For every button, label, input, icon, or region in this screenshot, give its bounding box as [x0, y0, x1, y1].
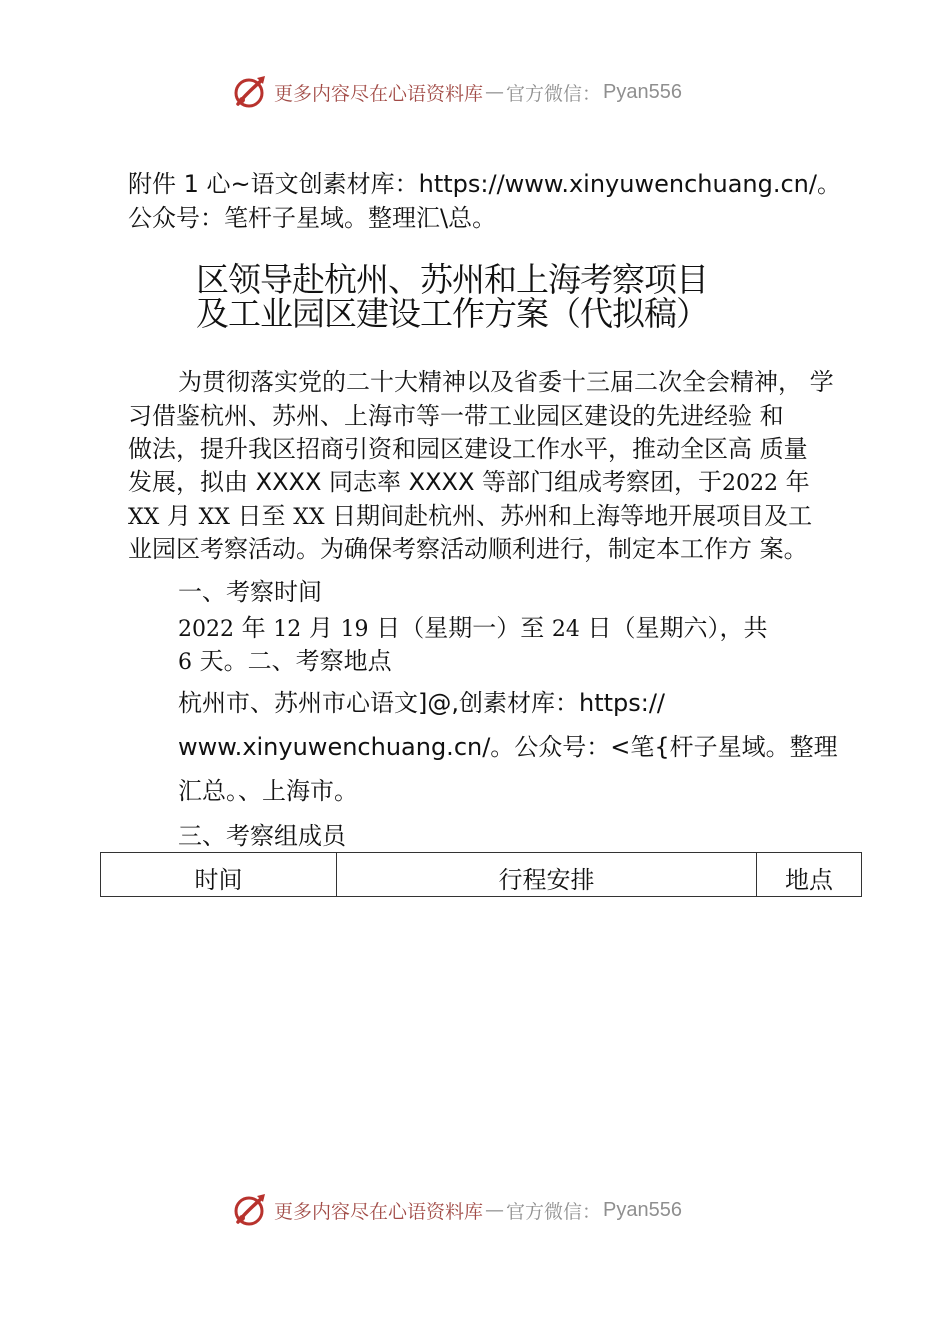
- header-location: 地点: [757, 853, 862, 897]
- watermark-separator: —: [485, 81, 505, 103]
- header-watermark: [232, 72, 682, 112]
- time-total-and-section-2: 天。二、考察地点: [192, 647, 392, 675]
- time-start-day: 19: [340, 617, 369, 642]
- location-line-3: 汇总。、上海市。: [178, 777, 358, 805]
- time-year-unit: 年: [234, 614, 266, 642]
- attachment-line-2: 公众号：笔杆子星域。整理汇\总。: [128, 204, 497, 232]
- intro-line-1: 为贯彻落实党的二十大精神以及省委十三届二次全会精神， 学: [178, 368, 834, 396]
- intro-line-6: 业园区考察活动。为确保考察活动顺利进行，制定本工作方 案。: [128, 535, 808, 563]
- brush-logo-icon: [232, 74, 268, 110]
- time-end-text: 日（星期六），共: [579, 614, 768, 642]
- watermark-text: 更多内容尽在心语资料库: [274, 1200, 484, 1223]
- intro-month-unit: 月: [159, 502, 199, 530]
- intro-line-3: 做法，提升我区招商引资和园区建设工作水平，推动全区高 质量: [128, 435, 808, 463]
- document-title-line-2: 及工业园区建设工作方案（代拟稿）: [196, 294, 708, 333]
- intro-line-4-text: 发展，拟由 XXXX 同志率 XXXX 等部门组成考察团，于: [128, 468, 723, 496]
- intro-line-4-year-unit: 年: [778, 468, 810, 496]
- schedule-table-header-row: [101, 853, 862, 897]
- time-line-2: [178, 645, 392, 679]
- time-line-1: [178, 612, 767, 646]
- time-month-unit: 月: [301, 614, 333, 642]
- footer-watermark: [232, 1190, 682, 1230]
- intro-line-5-text: 日期间赴杭州、苏州和上海等地开展项目及工: [324, 502, 813, 530]
- section-3-heading: 三、考察组成员: [178, 822, 346, 850]
- watermark-separator: —: [485, 1199, 505, 1221]
- watermark-wechat-label: 官方微信：: [506, 82, 602, 105]
- time-start-text: 日（星期一）至: [368, 614, 545, 642]
- watermark-wechat-label: 官方微信：: [506, 1200, 602, 1223]
- header-time: 时间: [101, 853, 337, 897]
- intro-year: 2022: [722, 471, 779, 496]
- intro-month-placeholder: XX: [128, 505, 160, 530]
- watermark-wechat-id: Pyan556: [603, 80, 682, 103]
- intro-line-5: [128, 500, 812, 534]
- schedule-table: [100, 852, 862, 897]
- attachment-line-1: 附件 1 心~语文创素材库：https://www.xinyuwenchuang.cn/。: [128, 170, 841, 198]
- intro-day-to: 日至: [229, 502, 294, 530]
- time-month: 12: [273, 617, 302, 642]
- brush-logo-icon: [232, 1192, 268, 1228]
- time-total-days: 6: [178, 650, 192, 675]
- intro-day-start-placeholder: XX: [198, 505, 230, 530]
- time-year: 2022: [178, 617, 234, 642]
- watermark-text: 更多内容尽在心语资料库: [274, 82, 484, 105]
- time-end-day: 24: [551, 617, 580, 642]
- header-itinerary: 行程安排: [337, 853, 757, 897]
- location-line-1: 杭州市、苏州市心语文]@,创素材库：https://: [178, 689, 666, 717]
- document-title-line-1: 区领导赴杭州、苏州和上海考察项目: [196, 260, 708, 299]
- watermark-wechat-id: Pyan556: [603, 1198, 682, 1221]
- intro-line-2: 习借鉴杭州、苏州、上海市等一带工业园区建设的先进经验 和: [128, 402, 784, 430]
- intro-line-4: [128, 466, 810, 500]
- intro-day-end-placeholder: XX: [293, 505, 325, 530]
- location-line-2: www.xinyuwenchuang.cn/。公众号：<笔{杆子星域。整理: [178, 733, 838, 761]
- section-1-heading: 一、考察时间: [178, 578, 322, 606]
